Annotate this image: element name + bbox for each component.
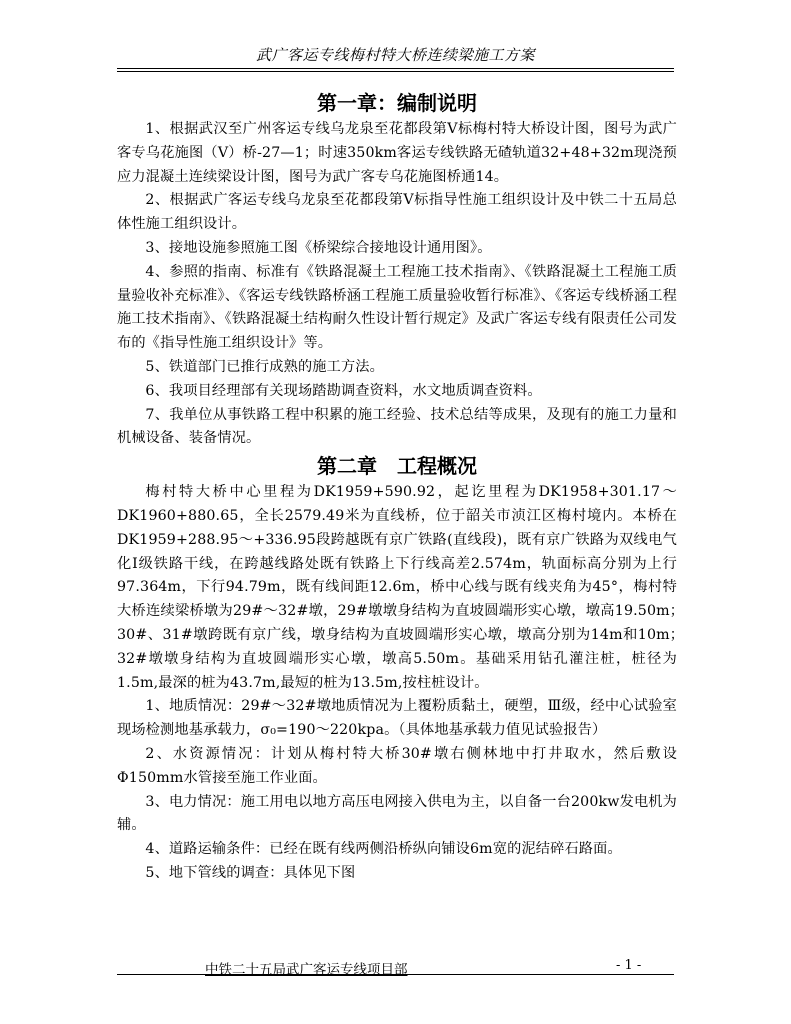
chapter-2-paragraph-5: 4、道路运输条件：已经在既有线两侧沿桥纵向铺设6m宽的泥结碎石路面。 xyxy=(145,841,622,858)
chapter-2-paragraph-1: 梅村特大桥中心里程为DK1959+590.92，起讫里程为DK1958+301.17～DK1960+880.65，全长2579.49米为直线桥，位于韶关市浈江区梅村境内。本桥在DK1959+288.95～+336.95段跨越既有京广铁路(直线段)，既有京广铁路为双线电气化Ⅰ级铁路干线，在跨越线路处既有铁路上下行线高差2.574m，轨面标高分别为上行97.364m，下行94.79m，既有线间距12.6m，桥中心线与既有线夹角为45°，梅村特大桥连续梁桥墩为29#～32#墩，29#墩墩身结构为直坡圆端形实心墩，墩高19.50m； 30#、31#墩跨既有京广线，墩身结构为直坡圆端形实心墩，墩高分别为14m和10m； 32#墩墩身结构为直坡圆端形实心墩，墩高5.50m。基础采用钻孔灌注桩，桩径为1.5m,最深的桩为43.7m,最短的桩为13.5m,按柱桩设计。 xyxy=(117,484,692,691)
document-body xyxy=(117,88,692,886)
chapter-1-paragraph-2: 2、根据武广客运专线乌龙泉至花都段第Ⅴ标指导性施工组织设计及中铁二十五局总体性施工组织设计。 xyxy=(117,192,677,233)
chapter-1-paragraph-1: 1、根据武汉至广州客运专线乌龙泉至花都段第Ⅴ标梅村特大桥设计图，图号为武广客专乌花施图（Ⅴ）桥-27—1；时速350km客运专线铁路无碴轨道32+48+32m现浇预应力混凝土连续梁设计图，图号为武广客专乌花施图桥通14。 xyxy=(117,121,677,185)
chapter-2-paragraph-3: 2、水资源情况：计划从梅村特大桥30#墩右侧林地中打井取水，然后敷设Φ150mm水管接至施工作业面。 xyxy=(117,745,677,786)
chapter-1-paragraph-4: 4、参照的指南、标准有《铁路混凝土工程施工技术指南》、《铁路混凝土工程施工质量验收补充标准》、《客运专线铁路桥涵工程施工质量验收暂行标准》、《客运专线桥涵工程施工技术指南》、《铁路混凝土结构耐久性设计暂行规定》及武广客运专线有限责任公司发布的《指导性施工组织设计》等。 xyxy=(117,263,677,352)
chapter-1-paragraph-7: 7、我单位从事铁路工程中积累的施工经验、技术总结等成果，及现有的施工力量和机械设备、装备情况。 xyxy=(117,406,677,447)
chapter-1-paragraph-5: 5、铁道部门已推行成熟的施工方法。 xyxy=(145,358,384,375)
footer-organization: 中铁二十五局武广客运专线项目部 xyxy=(205,962,408,978)
chapter-1 xyxy=(117,88,677,451)
chapter-2-paragraph-6: 5、地下管线的调查：具体见下图 xyxy=(145,864,356,881)
chapter-2-title: 第二章 工程概况 xyxy=(317,454,477,479)
header-rule-secondary xyxy=(117,71,674,72)
footer-rule xyxy=(117,974,674,975)
chapter-1-paragraph-3: 3、接地设施参照施工图《桥梁综合接地设计通用图》。 xyxy=(145,239,492,256)
chapter-2-paragraph-2: 1、地质情况：29#～32#墩地质情况为上覆粉质黏土，硬塑，Ⅲ级，经中心试验室现场检测地基承载力，σ₀=190～220kpa。（具体地基承载力值见试验报告） xyxy=(117,698,677,739)
chapter-1-paragraph-6: 6、我项目经理部有关现场踏勘调查资料，水文地质调查资料。 xyxy=(145,382,542,399)
page-header-title: 武广客运专线梅村特大桥连续梁施工方案 xyxy=(255,46,535,64)
chapter-1-title: 第一章：编制说明 xyxy=(317,91,477,115)
chapter-2 xyxy=(117,451,692,886)
chapter-2-paragraph-4: 3、电力情况：施工用电以地方高压电网接入供电为主，以自备一台200kw发电机为辅。 xyxy=(117,793,677,834)
header-rule xyxy=(117,68,674,69)
footer-page-number: - 1 - xyxy=(616,958,642,973)
